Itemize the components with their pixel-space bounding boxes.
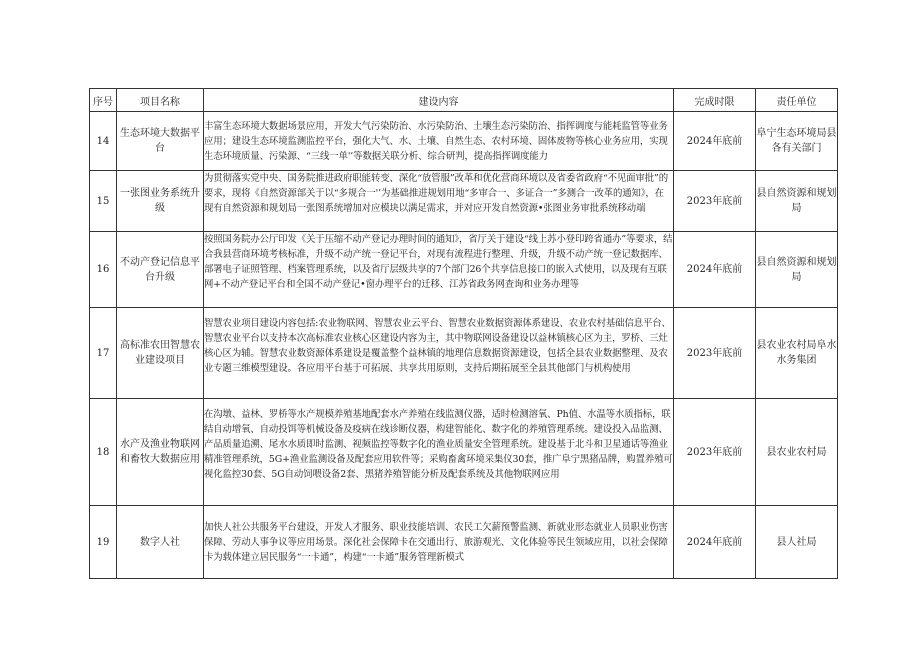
- project-table: [89, 88, 838, 579]
- row-no: 18: [90, 399, 117, 506]
- header-name: 项目名称: [117, 89, 204, 112]
- row-project-name: 生态环境大数据平台: [117, 112, 204, 171]
- table-row: [90, 232, 838, 308]
- row-no: 17: [90, 308, 117, 399]
- row-content: 丰富生态环境大数据场景应用，开发大气污染防治、水污染防治、土壤生态污染防治、指挥调度与能耗监管等业务应用；建设生态环境监测监控平台，强化大气、水、土壤、自然生态、农村环境、固体废物等核心业务应用，实现生态环境质量、污染源、“三线一单'’等数据关联分析、综合研判，提高指挥调度能力: [204, 120, 668, 162]
- row-no: 14: [90, 112, 117, 171]
- row-content: 按照国务院办公厅印发《关于压缩不动产登记办理时间的通知》，省厅关于建设“线上苏小登印跨省通办”等要求，结合我县营商环境考核标准，升级不动产统一登记平台，对现有流程进行整理、升级，升级不动产统一登记数据库、部署电子证照管理、档案管理系统，以及省厅层级共享的7个部门26个共享信息接口的嵌入式使用，以及现有互联网+不动产登记平台和全国不动产登记•窗办理平台的迁移、江苏省政务网查询和业务办理等: [204, 234, 673, 290]
- table-row: [90, 308, 838, 399]
- header-content: 建设内容: [204, 89, 674, 112]
- row-responsible-unit: 县农业农村局: [756, 399, 838, 506]
- row-project-name: 一张图业务系统升级: [117, 171, 204, 232]
- header-unit: 责任单位: [756, 89, 838, 112]
- row-responsible-unit: 县自然资源和规划局: [756, 171, 838, 232]
- table-row: [90, 171, 838, 232]
- header-no: 序号: [90, 89, 117, 112]
- row-responsible-unit: 县人社局: [756, 506, 838, 579]
- row-project-name: 不动产登记信息平台升级: [117, 232, 204, 308]
- table-header-row: [90, 89, 838, 112]
- table-row: [90, 112, 838, 171]
- row-deadline: 2024年底前: [674, 112, 756, 171]
- row-responsible-unit: 县自然资源和规划局: [756, 232, 838, 308]
- row-content: 在沟墩、益林、罗桥等水产规模养殖基地配套水产养殖在线监测仪器，适时检测溶氧、Ph值、水温等水质指标，联结自动增氧、自动投饵等机械设备及疫病在线诊断仪器，构建智能化、数字化的养殖管理系统。建设投入品监测、产品质量追溯、尾水水质即时监测、视频监控等数字化的渔业质量安全管理系统。建设基于北斗和卫星通话等渔业精准管理系统，5G+渔业监测设备及配套应用软件等；采购畜禽环境采集仪30套，推广阜宁黑猪品牌，购置养殖可视化监控30套、5G自动饲喂设备2套、黑猪养殖智能分析及配套系统及其他物联网应用: [204, 409, 673, 480]
- row-deadline: 2023年底前: [674, 171, 756, 232]
- table-row: [90, 399, 838, 506]
- row-deadline: 2024年底前: [674, 232, 756, 308]
- row-no: 15: [90, 171, 117, 232]
- row-responsible-unit: 县农业农村局阜水水务集团: [756, 308, 838, 399]
- header-time: 完成时限: [674, 89, 756, 112]
- table-row: [90, 506, 838, 579]
- row-deadline: 2023年底前: [674, 399, 756, 506]
- row-no: 19: [90, 506, 117, 579]
- row-project-name: 水产及渔业物联网和畜牧大数据应用: [117, 399, 204, 506]
- row-deadline: 2023年底前: [674, 308, 756, 399]
- row-deadline: 2024年底前: [674, 506, 756, 579]
- row-content: 加快人社公共服务平台建设，开发人才服务、职业技能培训、农民工欠薪预警监测、新就业形态就业人员职业伤害保障、劳动人事争议等应用场景。深化社会保障卡在交通出行、旅游观光、文化体验等民生领域应用，以社会保障卡为载体建立居民服务“一卡通”，构建“一卡通”服务管理新模式: [204, 521, 668, 563]
- row-content: 智慧农业项目建设内容包括:农业物联网、智慧农业云平台、智慧农业数据资源体系建设、农业农村基础信息平台、智慧农业平台以支持本次高标准农业核心区建设内容为主，其中物联网设备建设以益林镇核心区为主，罗桥、三灶核心区为辅。智慧农业数资源体系建设是覆盖整个益林镇的地理信息数据资源建设，包括全县农业数据整理、及农业专题三维模型建设。各应用平台基于可拓展、共享共用原则，支持后期拓展至全县其他部门与机构使用: [204, 317, 671, 374]
- row-responsible-unit: 阜宁生态环境局县各有关部门: [756, 112, 838, 171]
- row-content: 为贯彻落实党中央、国务院推进政府职能转变、深化“放管服”改革和优化营商环境以及省委省政府“不见面审批”的要求，现将《自然资源部关于以“多规合一'’为基础推进规划用地“多审合一、多证合一”多测合一改革的通知》，在现有自然资源和规划局一张图系统增加对应模块以满足需求，并对应开发自然资源•张图业务审批系统移动端: [204, 173, 668, 214]
- row-project-name: 高标准农田智慧农业建设项目: [117, 308, 204, 399]
- row-no: 16: [90, 232, 117, 308]
- row-project-name: 数字人社: [117, 506, 204, 579]
